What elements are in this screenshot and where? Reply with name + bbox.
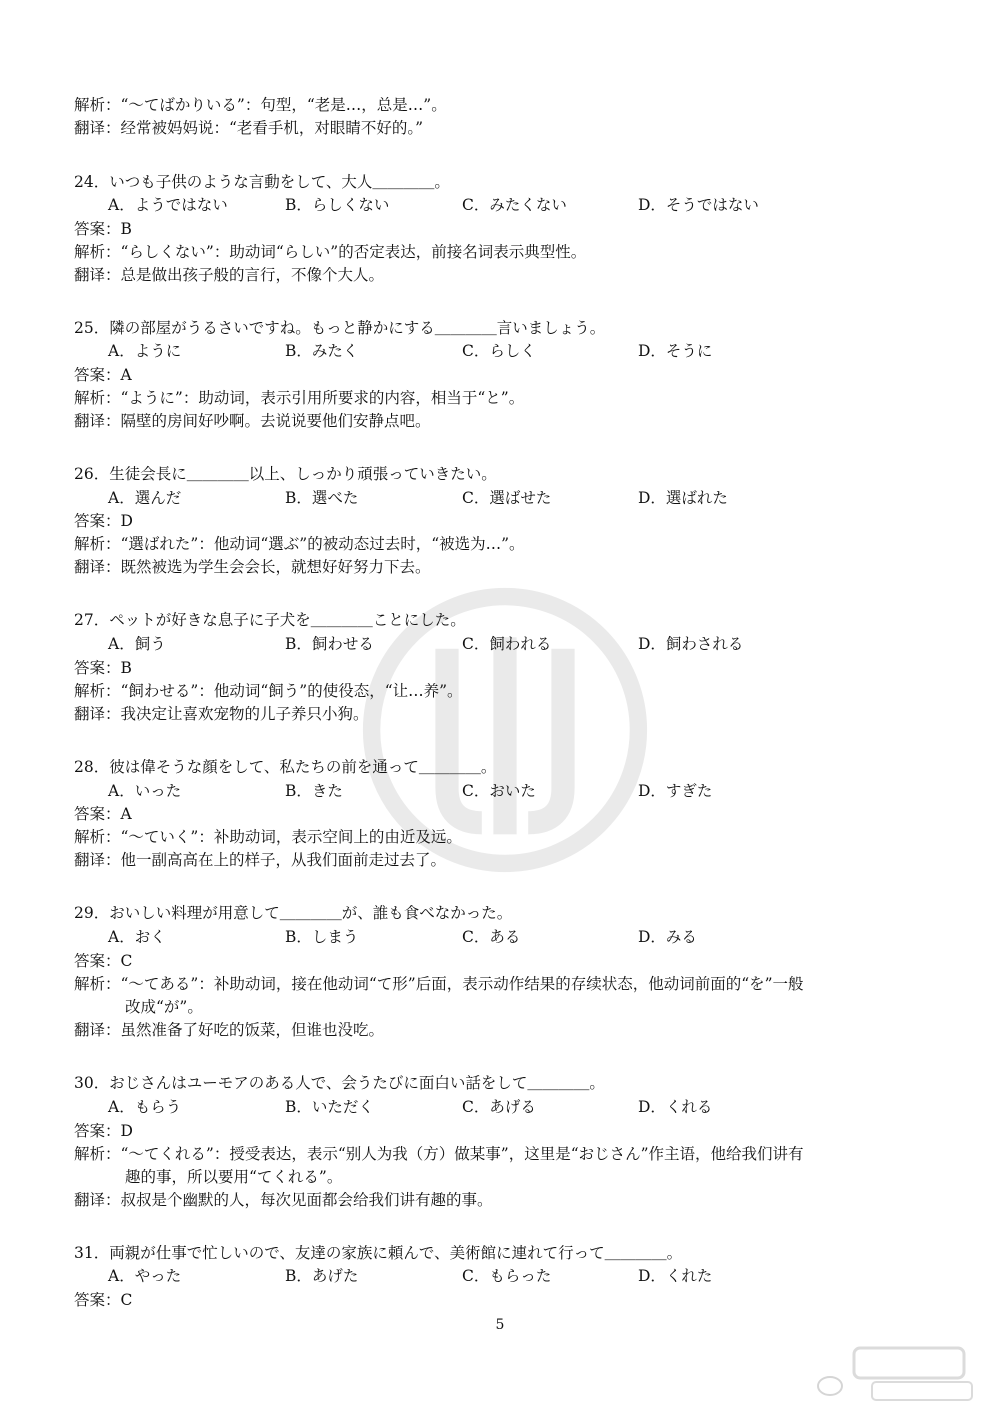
option-b: B．らしくない — [285, 196, 390, 214]
question-31: 31．両親が仕事で忙しいので、友達の家族に頼んで、美術館に連れて行って＿＿＿＿。 — [74, 1244, 683, 1262]
options-28 — [108, 780, 968, 802]
corner-logo-icon — [802, 1340, 982, 1404]
question-29: 29．おいしい料理が用意して＿＿＿＿が、誰も食べなかった。 — [74, 904, 513, 922]
jiexi-29: 解析：“～てある”：补助动词，接在他动词“て形”后面，表示动作结果的存续状态，他动词前面的“を”一般 — [74, 975, 804, 993]
option-c: C．あげる — [462, 1098, 536, 1116]
answer-26: 答案：D — [74, 512, 133, 530]
intro-jiexi: 解析：“～てばかりいる”：句型，“老是…，总是…”。 — [74, 96, 447, 114]
option-d: D．選ばれた — [638, 489, 728, 507]
option-d: D．そうに — [638, 342, 713, 360]
option-c: C．ある — [462, 928, 521, 946]
answer-27: 答案：B — [74, 659, 132, 677]
option-a: A．ように — [108, 342, 182, 360]
option-b: B．きた — [285, 782, 343, 800]
question-27: 27．ペットが好きな息子に子犬を＿＿＿＿ことにした。 — [74, 611, 466, 629]
answer-25: 答案：A — [74, 366, 132, 384]
jiexi-27: 解析：“飼わせる”：他动词“飼う”的使役态，“让…养”。 — [74, 682, 463, 700]
option-a: A．おく — [108, 928, 166, 946]
option-a: A．ようではない — [108, 196, 228, 214]
options-24 — [108, 194, 968, 216]
options-25 — [108, 340, 968, 362]
option-d: D．そうではない — [638, 196, 759, 214]
page-number: 5 — [495, 1317, 505, 1333]
option-a: A．やった — [108, 1267, 182, 1285]
answer-24: 答案：B — [74, 220, 132, 238]
options-27 — [108, 633, 968, 655]
option-c: C．飼われる — [462, 635, 552, 653]
option-d: D．くれる — [638, 1098, 713, 1116]
fanyi-25: 翻译：隔壁的房间好吵啊。去说说要他们安静点吧。 — [74, 412, 431, 430]
jiexi-25: 解析：“ように”：助动词，表示引用所要求的内容，相当于“と”。 — [74, 389, 525, 407]
option-d: D．飼わされる — [638, 635, 744, 653]
options-29 — [108, 926, 968, 948]
question-28: 28．彼は偉そうな顔をして、私たちの前を通って＿＿＿＿。 — [74, 758, 497, 776]
option-d: D．くれた — [638, 1267, 713, 1285]
answer-29: 答案：C — [74, 952, 133, 970]
fanyi-29: 翻译：虽然准备了好吃的饭菜，但谁也没吃。 — [74, 1021, 385, 1039]
option-a: A．いった — [108, 782, 182, 800]
fanyi-28: 翻译：他一副高高在上的样子，从我们面前走过去了。 — [74, 851, 447, 869]
jiexi-29-cont: 改成“が”。 — [125, 998, 203, 1016]
jiexi-30: 解析：“～てくれる”：授受表达，表示“别人为我（方）做某事”，这里是“おじさん”作主语，他给我们讲有 — [74, 1145, 804, 1163]
option-b: B．しまう — [285, 928, 359, 946]
jiexi-28: 解析：“～ていく”：补助动词，表示空间上的由近及远。 — [74, 828, 462, 846]
option-c: C．選ばせた — [462, 489, 552, 507]
option-b: B．選べた — [285, 489, 359, 507]
option-c: C．もらった — [462, 1267, 552, 1285]
question-25: 25．隣の部屋がうるさいですね。もっと静かにする＿＿＿＿言いましょう。 — [74, 319, 606, 337]
answer-30: 答案：D — [74, 1122, 133, 1140]
fanyi-26: 翻译：既然被选为学生会会长，就想好好努力下去。 — [74, 558, 431, 576]
option-d: D．みる — [638, 928, 697, 946]
option-c: C．おいた — [462, 782, 536, 800]
jiexi-26: 解析：“選ばれた”：他动词“選ぶ”的被动态过去时，“被选为…”。 — [74, 535, 525, 553]
option-a: A．もらう — [108, 1098, 182, 1116]
option-c: C．らしく — [462, 342, 536, 360]
question-30: 30．おじさんはユーモアのある人で、会うたびに面白い話をして＿＿＿＿。 — [74, 1074, 605, 1092]
intro-fanyi: 翻译：经常被妈妈说：“老看手机，对眼睛不好的。” — [74, 119, 424, 137]
jiexi-30-cont: 趣的事，所以要用“てくれる”。 — [125, 1168, 343, 1186]
options-26 — [108, 487, 968, 509]
fanyi-27: 翻译：我决定让喜欢宠物的儿子养只小狗。 — [74, 705, 369, 723]
option-a: A．選んだ — [108, 489, 182, 507]
question-24: 24．いつも子供のような言動をして、大人＿＿＿＿。 — [74, 173, 450, 191]
option-d: D．すぎた — [638, 782, 713, 800]
jiexi-24: 解析：“らしくない”：助动词“らしい”的否定表达，前接名词表示典型性。 — [74, 243, 587, 261]
option-b: B．飼わせる — [285, 635, 374, 653]
fanyi-24: 翻译：总是做出孩子般的言行，不像个大人。 — [74, 266, 385, 284]
option-b: B．あげた — [285, 1267, 359, 1285]
option-b: B．みたく — [285, 342, 359, 360]
answer-31: 答案：C — [74, 1291, 133, 1309]
option-c: C．みたくない — [462, 196, 567, 214]
option-b: B．いただく — [285, 1098, 374, 1116]
question-26: 26．生徒会長に＿＿＿＿以上、しっかり頑張っていきたい。 — [74, 465, 497, 483]
option-a: A．飼う — [108, 635, 166, 653]
answer-28: 答案：A — [74, 805, 132, 823]
fanyi-30: 翻译：叔叔是个幽默的人，每次见面都会给我们讲有趣的事。 — [74, 1191, 493, 1209]
options-31 — [108, 1265, 968, 1287]
options-30 — [108, 1096, 968, 1118]
